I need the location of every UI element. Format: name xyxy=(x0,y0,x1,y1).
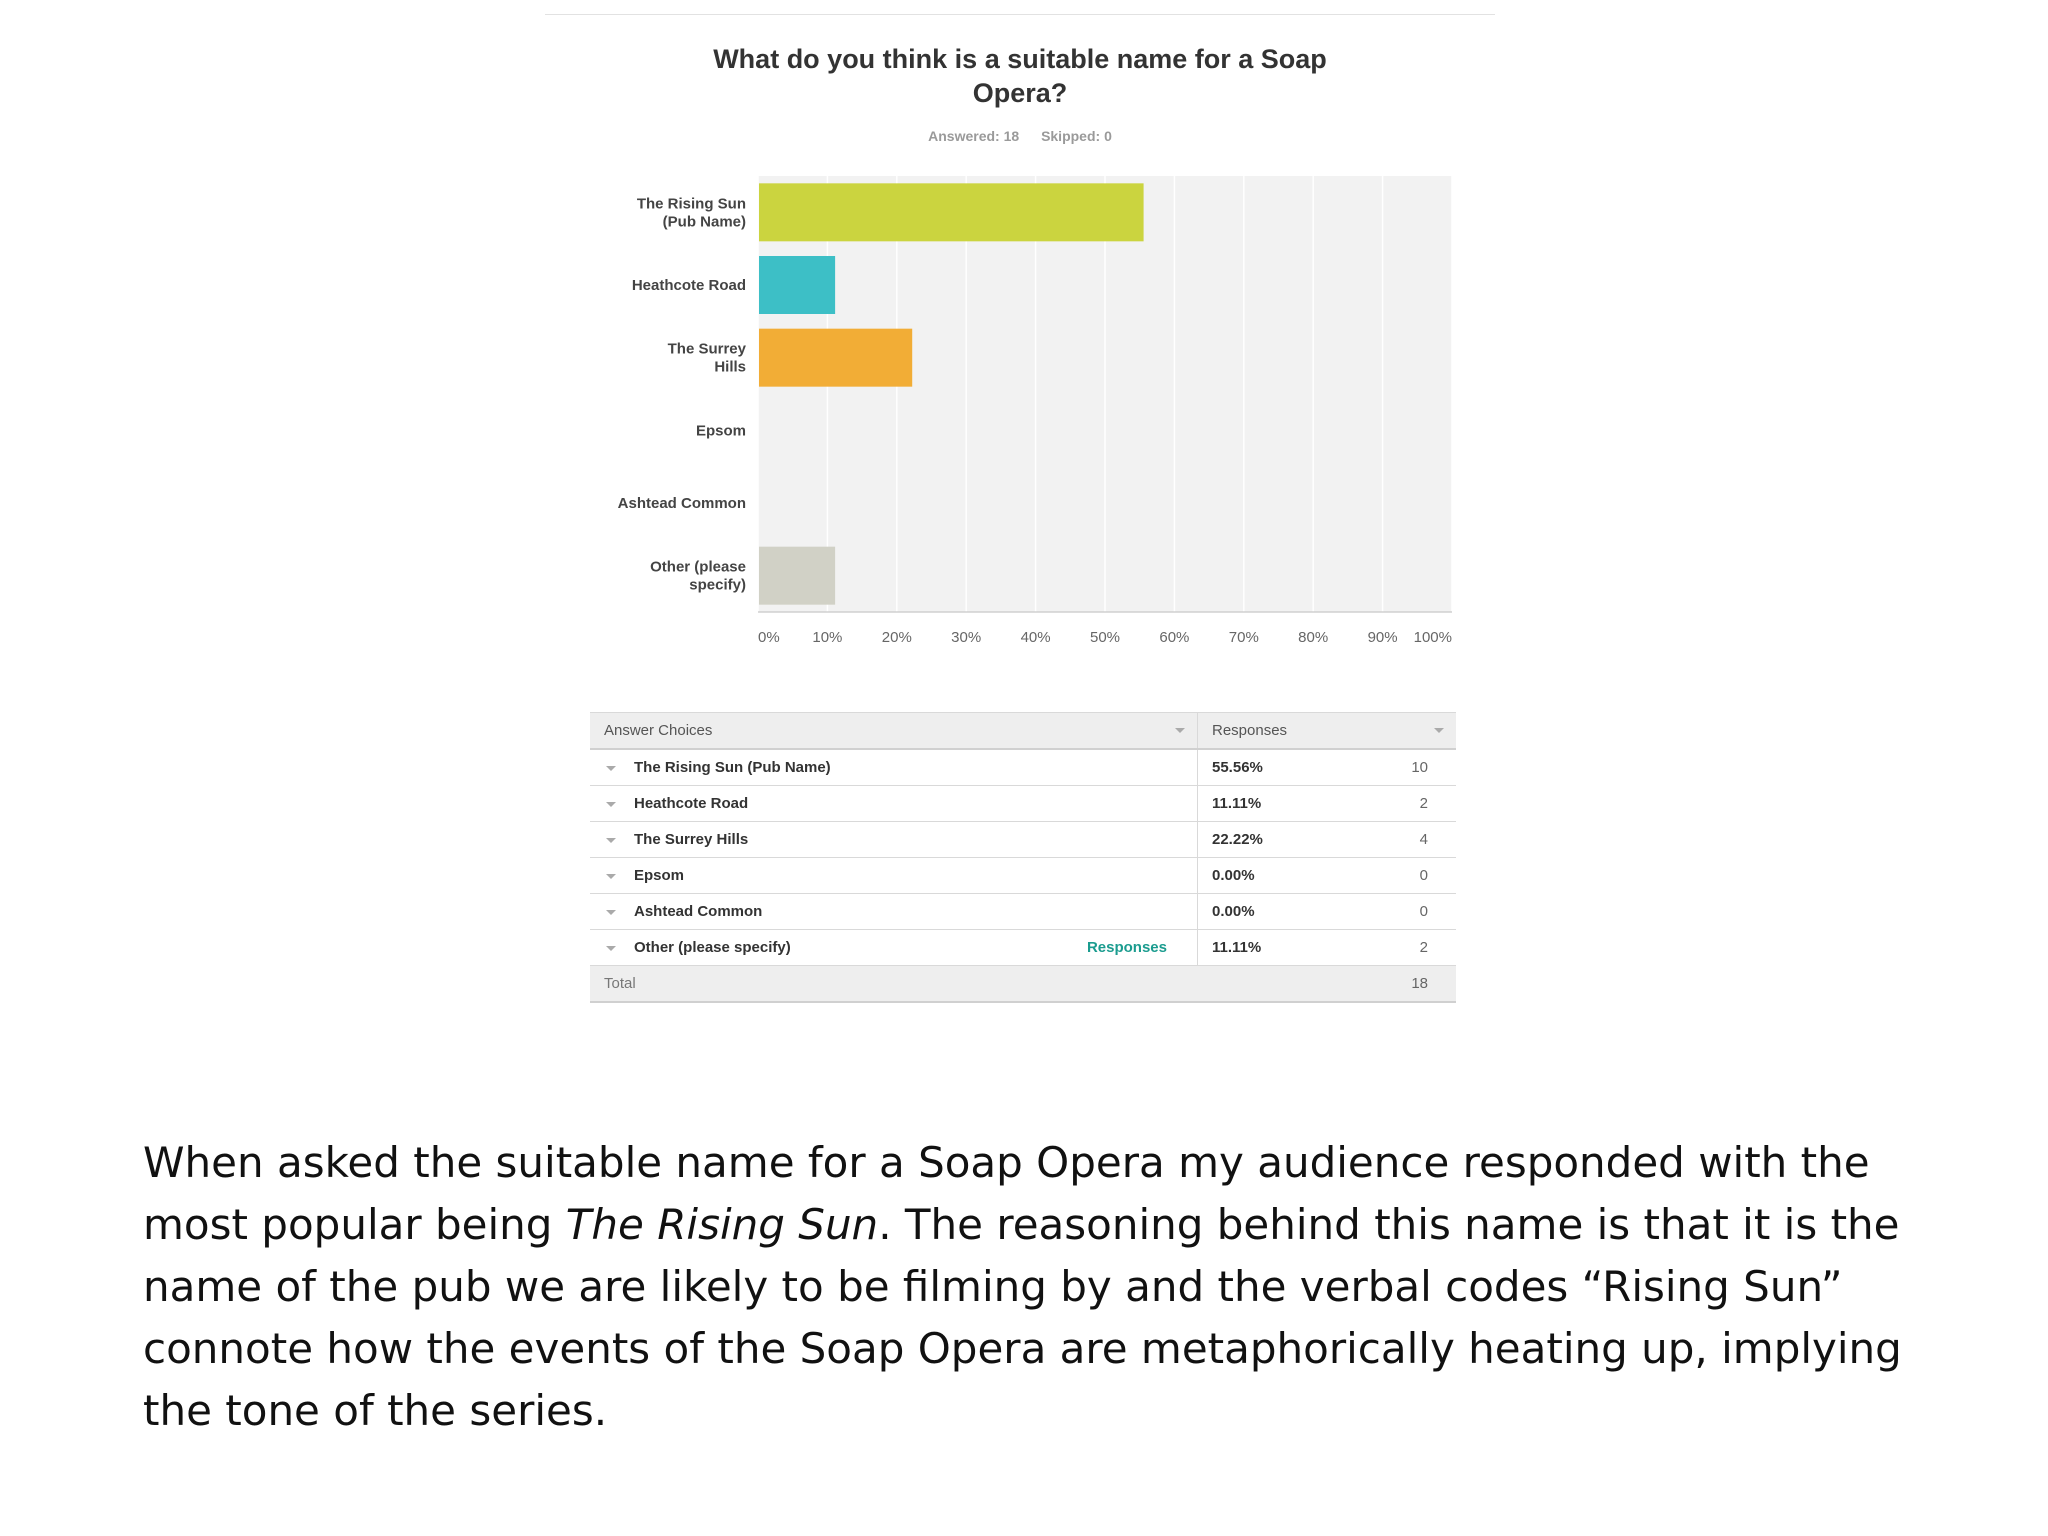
category-label: Hills xyxy=(714,358,746,376)
x-tick-label: 60% xyxy=(1159,629,1190,646)
answer-choice-cell xyxy=(590,858,1198,894)
answer-choice-label: Heathcote Road xyxy=(634,795,749,812)
answer-choice-label: Other (please specify) xyxy=(634,939,791,956)
expand-caret-icon[interactable] xyxy=(606,838,616,843)
category-label: The Rising Sun xyxy=(636,195,746,213)
category-label: specify) xyxy=(689,576,746,594)
expand-caret-icon[interactable] xyxy=(606,946,616,951)
response-percent: 0.00% xyxy=(1198,894,1333,930)
response-count: 0 xyxy=(1332,858,1456,894)
total-label: Total xyxy=(590,966,1198,1003)
answer-choice-cell xyxy=(590,749,1198,786)
total-count: 18 xyxy=(1332,966,1456,1003)
answer-choices-header[interactable] xyxy=(590,713,1198,750)
view-responses-link[interactable]: Responses xyxy=(1086,939,1167,956)
response-percent: 11.11% xyxy=(1198,786,1333,822)
answer-choice-cell xyxy=(590,822,1198,858)
table-row xyxy=(590,858,1456,894)
bar-chart xyxy=(0,0,2048,660)
response-percent: 0.00% xyxy=(1198,858,1333,894)
expand-caret-icon[interactable] xyxy=(606,910,616,915)
answer-choice-cell xyxy=(590,786,1198,822)
bar xyxy=(759,183,1144,241)
answer-choices-header-label: Answer Choices xyxy=(604,722,713,739)
x-tick-label: 10% xyxy=(812,629,843,646)
x-tick-label: 70% xyxy=(1228,629,1259,646)
response-count: 2 xyxy=(1332,786,1456,822)
x-tick-label: 50% xyxy=(1089,629,1121,646)
answer-choice-label: Epsom xyxy=(634,867,685,884)
sort-caret-icon[interactable] xyxy=(1175,728,1185,733)
response-count: 10 xyxy=(1332,749,1456,786)
responses-header[interactable] xyxy=(1198,713,1457,750)
table-row xyxy=(590,749,1456,786)
description-emphasis: The Rising Sun xyxy=(565,1200,879,1249)
table-row xyxy=(590,822,1456,858)
responses-header-label: Responses xyxy=(1212,722,1288,739)
answer-choice-cell xyxy=(590,894,1198,930)
x-tick-label: 30% xyxy=(951,629,982,646)
x-tick-label: 80% xyxy=(1298,629,1329,646)
table-row xyxy=(590,930,1456,966)
description-text: When asked the suitable name for a Soap Opera my audience responded with the most popular being xyxy=(143,1138,1870,1249)
category-label: Other (please xyxy=(650,558,746,576)
category-label: (Pub Name) xyxy=(662,213,746,231)
table-header-row xyxy=(590,713,1456,750)
description-paragraph xyxy=(143,1132,1933,1442)
response-count: 0 xyxy=(1332,894,1456,930)
total-pct xyxy=(1198,966,1333,1003)
response-percent: 22.22% xyxy=(1198,822,1333,858)
answer-choice-label: The Rising Sun (Pub Name) xyxy=(634,759,831,776)
x-tick-label: 100% xyxy=(1413,629,1452,646)
bar xyxy=(759,256,835,314)
answer-choice-cell xyxy=(590,930,1198,966)
category-label: The Surrey xyxy=(667,340,746,358)
results-table xyxy=(590,712,1456,1003)
expand-caret-icon[interactable] xyxy=(606,874,616,879)
chart-title: What do you think is a suitable name for a Soap Opera? xyxy=(713,44,1327,108)
sort-caret-icon[interactable] xyxy=(1434,728,1444,733)
category-label: Heathcote Road xyxy=(631,277,746,294)
skipped-count: Skipped: 0 xyxy=(1041,128,1112,144)
response-count: 2 xyxy=(1332,930,1456,966)
answer-choice-label: The Surrey Hills xyxy=(634,831,749,848)
table-body xyxy=(590,749,1456,1002)
response-percent: 11.11% xyxy=(1198,930,1333,966)
answer-choice-label: Ashtead Common xyxy=(634,903,763,920)
x-tick-label: 0% xyxy=(758,629,780,646)
x-tick-label: 40% xyxy=(1020,629,1051,646)
description-text-end: . The reasoning behind this name is that it is the name of the pub we are likely to be filming by and the verbal codes “Rising Sun” connote how the events of the Soap Opera are metaphorically heating up, implying the tone of the series. xyxy=(143,1200,1902,1435)
expand-caret-icon[interactable] xyxy=(606,766,616,771)
bar xyxy=(759,329,912,387)
response-count: 4 xyxy=(1332,822,1456,858)
total-row xyxy=(590,966,1456,1003)
table-row xyxy=(590,894,1456,930)
table-row xyxy=(590,786,1456,822)
x-tick-label: 90% xyxy=(1367,629,1398,646)
expand-caret-icon[interactable] xyxy=(606,802,616,807)
response-percent: 55.56% xyxy=(1198,749,1333,786)
category-label: Ashtead Common xyxy=(617,495,746,512)
answered-count: Answered: 18 xyxy=(928,128,1020,144)
x-tick-label: 20% xyxy=(881,629,912,646)
category-label: Epsom xyxy=(695,422,746,440)
bar xyxy=(759,547,835,605)
